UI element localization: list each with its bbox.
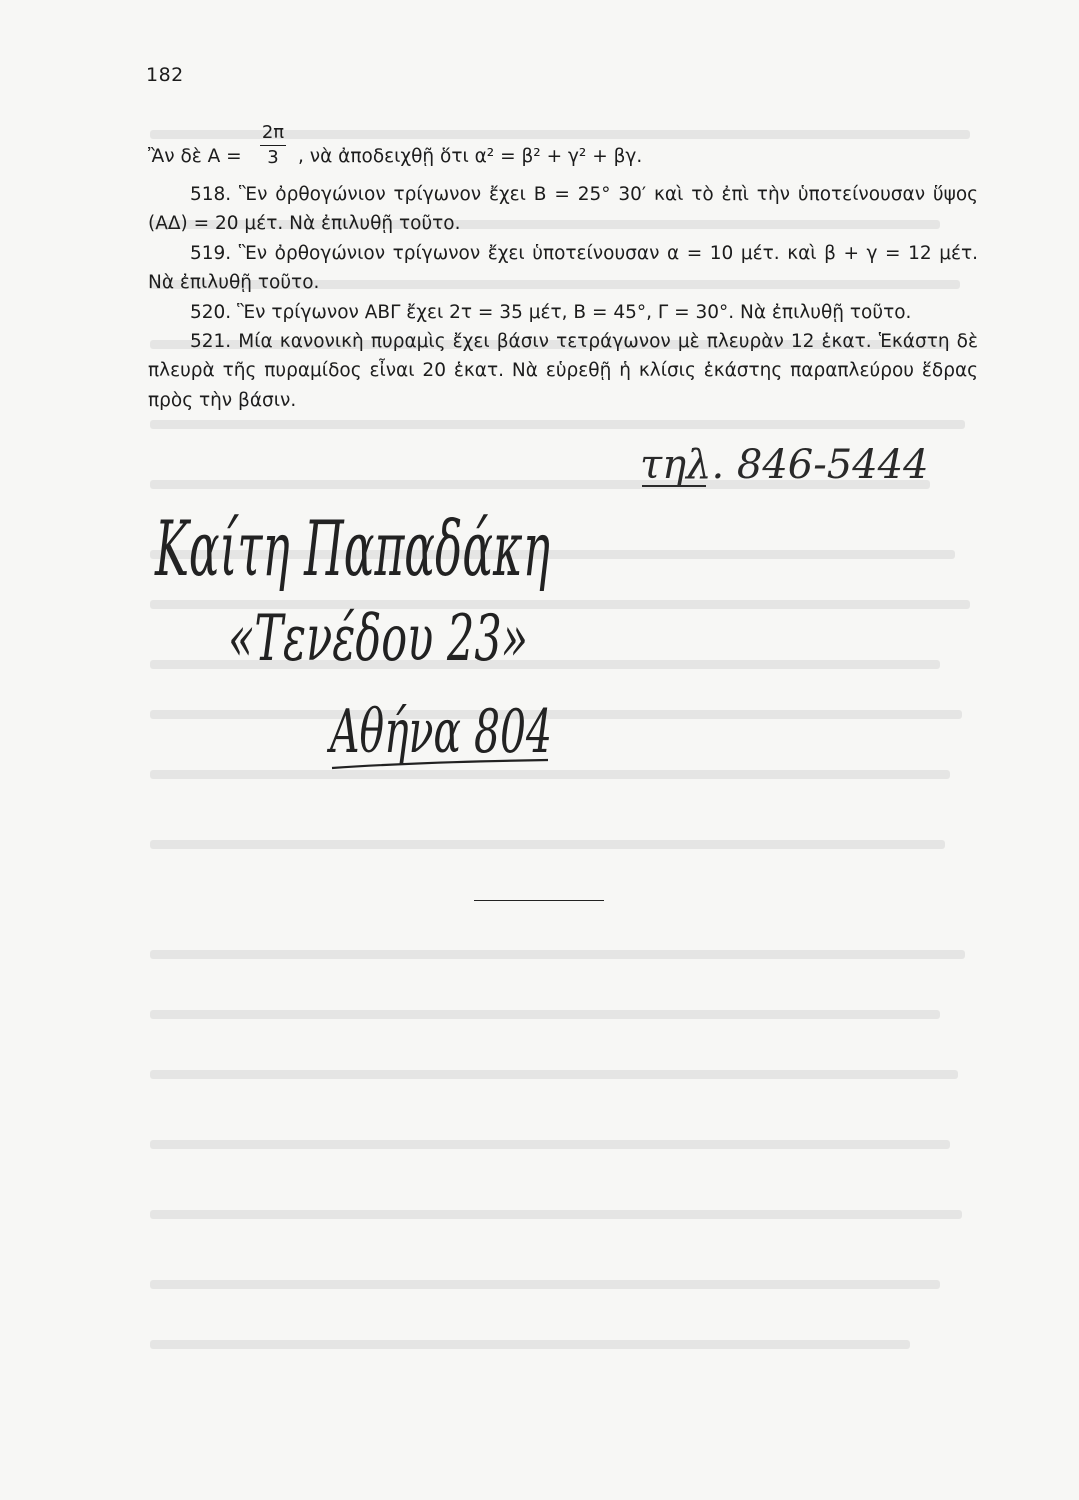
problem-521: 521. Μία κανονικὴ πυραμὶς ἔχει βάσιν τετράγωνον μὲ πλευρὰν 12 ἑκατ. Ἑκάστη δὲ πλευρὰ τῆς πυραμίδος εἶναι 20 ἑκατ. Νὰ εὑρεθῇ ἡ κλίσις ἑκάστης παραπλεύρου ἕδρας πρὸς τὴν βάσιν. bbox=[148, 331, 978, 411]
page-number: 182 bbox=[146, 64, 184, 86]
fraction-denominator: 3 bbox=[267, 147, 279, 168]
formula-line bbox=[148, 122, 978, 180]
handwritten-name: Καίτη Παπαδάκη bbox=[153, 504, 550, 593]
formula-intro: Ἂν δὲ A = bbox=[148, 146, 242, 167]
problem-520: 520. Ἓν τρίγωνον ΑΒΓ ἔχει 2τ = 35 μέτ, Β = 45°, Γ = 30°. Νὰ ἐπιλυθῇ τοῦτο. bbox=[190, 301, 912, 323]
fraction bbox=[260, 122, 286, 169]
handwritten-city: Αθήνα 804 bbox=[326, 697, 552, 767]
separator-rule bbox=[474, 900, 604, 901]
formula-rest: , νὰ ἀποδειχθῇ ὅτι α² = β² + γ² + βγ. bbox=[298, 146, 643, 167]
fraction-numerator: 2π bbox=[261, 122, 285, 143]
problem-518: 518. Ἓν ὀρθογώνιον τρίγωνον ἔχει Β = 25° 30′ καὶ τὸ ἐπὶ τὴν ὑποτείνουσαν ὕψος (ΑΔ) = 20 μέτ. Νὰ ἐπιλυθῇ τοῦτο. bbox=[148, 184, 978, 235]
problems-text bbox=[148, 122, 978, 415]
problem-519: 519. Ἓν ὀρθογώνιον τρίγωνον ἔχει ὑποτείνουσαν α = 10 μέτ. καὶ β + γ = 12 μέτ. Νὰ ἐπιλυθῇ τοῦτο. bbox=[148, 242, 978, 294]
handwritten-phone: τηλ. 846-5444 bbox=[640, 442, 929, 488]
handwritten-street: «Τενέδου 23» bbox=[228, 602, 528, 676]
fraction-bar bbox=[260, 145, 286, 146]
city-underline bbox=[332, 760, 548, 768]
